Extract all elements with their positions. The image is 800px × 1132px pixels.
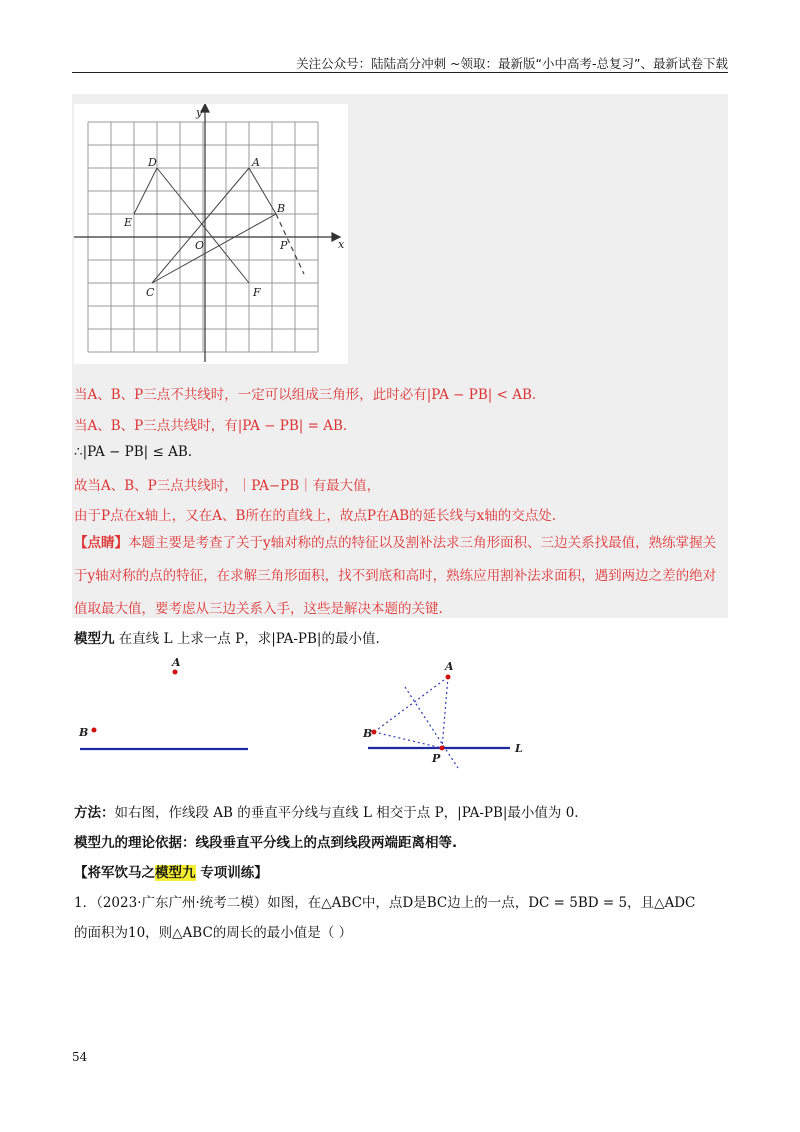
label-F: F — [253, 286, 261, 299]
label-A: A — [252, 156, 260, 169]
tip-paragraph — [74, 527, 726, 626]
point-A-left — [173, 670, 178, 675]
label-B-left: B — [79, 726, 89, 739]
header-rule — [72, 72, 728, 73]
solution-line-2: 当A、B、P三点共线时，有|PA − PB| = AB. — [74, 418, 348, 434]
label-y: y — [196, 106, 203, 119]
training-suffix: 专项训练】 — [195, 865, 268, 881]
model-right-figure — [360, 655, 540, 775]
coordinate-figure — [74, 104, 348, 364]
label-B-right: B — [363, 727, 373, 740]
solution-line-1: 当A、B、P三点不共线时，一定可以组成三角形，此时必有|PA − PB| < AB. — [74, 387, 537, 403]
model-title-label: 模型九 — [74, 631, 115, 647]
model-basis: 模型九的理论依据：线段垂直平分线上的点到线段两端距离相等. — [74, 835, 458, 851]
point-B-left — [92, 728, 97, 733]
training-prefix: 【将军饮马之 — [74, 865, 155, 881]
tip-label: 【点睛】 — [74, 535, 128, 551]
coordinate-grid-svg — [74, 104, 348, 364]
solution-line-3: ∴|PA − PB| ≤ AB. — [74, 444, 193, 460]
tip-text: 本题主要是考查了关于y轴对称的点的特征以及割补法求三角形面积、三边关系找最值，熟练掌握关于y轴对称的点的特征，在求解三角形面积，找不到底和高时，熟练应用割补法求面积，遇到两边之差的绝对值取最大值，要考虑从三边关系入手，这些是解决本题的关键. — [74, 535, 717, 617]
label-L-right: L — [515, 742, 523, 755]
method-label: 方法： — [74, 805, 115, 821]
page-header: 关注公众号：陆陆高分冲刺 ~领取：最新版“小中高考-总复习”、最新试卷下载 — [296, 56, 728, 71]
model-left-figure — [74, 652, 264, 762]
point-P-right — [440, 746, 445, 751]
training-heading — [74, 861, 268, 881]
point-A-right — [446, 675, 451, 680]
label-A-right: A — [445, 660, 454, 673]
label-A-left: A — [172, 656, 181, 669]
model-title-text: 在直线 L 上求一点 P，求|PA-PB|的最小值. — [118, 631, 380, 647]
solution-line-4: 故当A、B、P三点共线时，｜PA−PB｜有最大值， — [74, 478, 381, 494]
label-x: x — [338, 238, 345, 251]
label-C: C — [146, 286, 155, 299]
question-1-line-1: 1．（2023·广东广州·统考二模）如图，在△ABC中，点D是BC边上的一点，DC = 5BD = 5，且△ADC — [74, 895, 696, 911]
axes — [74, 104, 340, 362]
question-1-line-2: 的面积为10，则△ABC的周长的最小值是（ ） — [74, 925, 353, 941]
label-O: O — [195, 239, 205, 252]
label-B: B — [277, 202, 286, 215]
method-line — [74, 801, 579, 821]
label-E: E — [124, 216, 133, 229]
label-P: P — [280, 239, 288, 252]
training-highlight: 模型九 — [155, 865, 196, 881]
method-text: 如右图，作线段 AB 的垂直平分线与直线 L 相交于点 P，|PA-PB|最小值为 0. — [114, 805, 579, 821]
solution-line-5: 由于P点在x轴上，又在A、B所在的直线上，故点P在AB的延长线与x轴的交点处. — [74, 508, 557, 524]
dotted-construction-lines — [374, 677, 458, 768]
label-P-right: P — [432, 752, 441, 765]
label-D: D — [148, 156, 157, 169]
page-number: 54 — [72, 1050, 88, 1064]
model-title — [74, 627, 380, 647]
